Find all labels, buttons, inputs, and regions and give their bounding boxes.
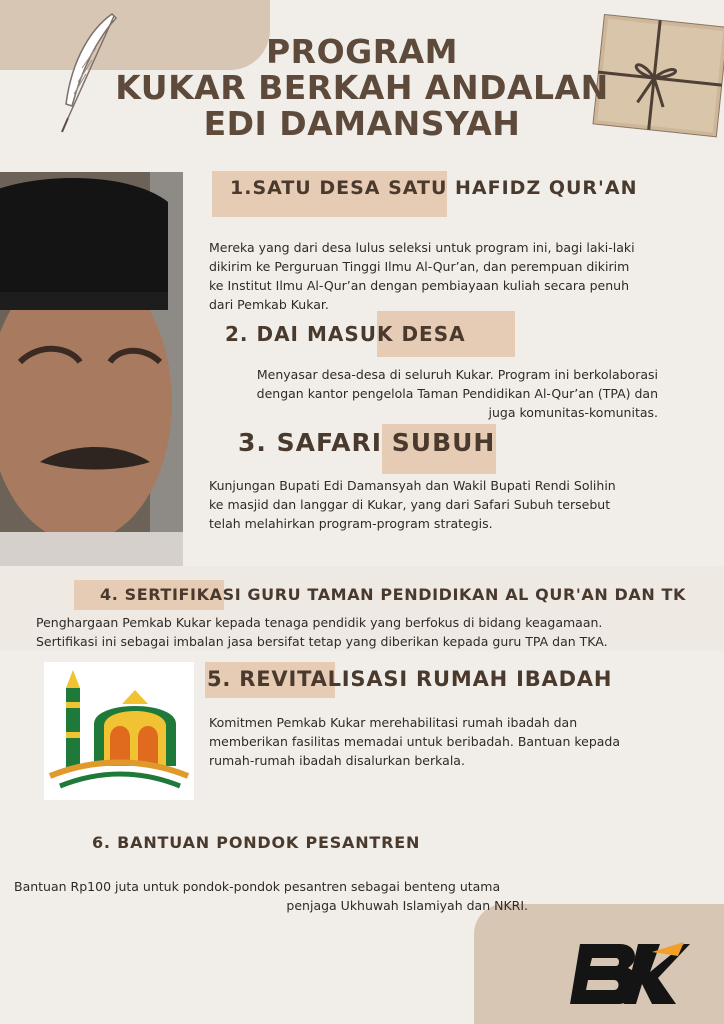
program-1-line: ke Institut Ilmu Al-Qur’an dengan pembiayaan kuliah secara penuh xyxy=(209,278,630,293)
program-3-description xyxy=(209,476,616,533)
program-3-line: ke masjid dan langgar di Kukar, yang dari Safari Subuh tersebut xyxy=(209,497,611,512)
program-5-description xyxy=(209,713,620,770)
program-3-line: telah melahirkan program-program strategis. xyxy=(209,516,493,531)
program-1-heading: 1.SATU DESA SATU HAFIDZ QUR'AN xyxy=(230,177,638,199)
mosque-icon xyxy=(44,662,194,800)
program-2-line: Menyasar desa-desa di seluruh Kukar. Program ini berkolaborasi xyxy=(256,367,658,382)
page-title xyxy=(0,34,724,142)
program-1-line: dikirim ke Perguruan Tinggi Ilmu Al-Qur’an, dan perempuan dikirim xyxy=(209,259,630,274)
program-4-line: Sertifikasi ini sebagai imbalan jasa bersifat tetap yang diberikan kepada guru TPA dan TKA. xyxy=(36,634,608,649)
portrait-photo xyxy=(0,172,183,566)
program-1-description xyxy=(209,238,635,314)
title-line-3: EDI DAMANSYAH xyxy=(203,104,521,143)
program-6-description xyxy=(14,877,528,915)
program-5-heading: 5. REVITALISASI RUMAH IBADAH xyxy=(207,667,613,691)
program-3-heading: 3. SAFARI SUBUH xyxy=(238,428,496,457)
bk-logo xyxy=(566,938,690,1012)
program-4-description xyxy=(36,613,608,651)
title-line-2: KUKAR BERKAH ANDALAN xyxy=(115,68,609,107)
program-1-line: Mereka yang dari desa lulus seleksi untuk program ini, bagi laki-laki xyxy=(209,240,635,255)
program-5-line: memberikan fasilitas memadai untuk beribadah. Bantuan kepada xyxy=(209,734,621,749)
program-1-line: dari Pemkab Kukar. xyxy=(209,297,329,312)
program-2-heading: 2. DAI MASUK DESA xyxy=(225,322,466,346)
program-2-line: juga komunitas-komunitas. xyxy=(488,405,658,420)
program-6-line: penjaga Ukhuwah Islamiyah dan NKRI. xyxy=(286,898,528,913)
program-3-line: Kunjungan Bupati Edi Damansyah dan Wakil Bupati Rendi Solihin xyxy=(209,478,616,493)
program-4-line: Penghargaan Pemkab Kukar kepada tenaga pendidik yang berfokus di bidang keagamaan. xyxy=(36,615,603,630)
program-6-line: Bantuan Rp100 juta untuk pondok-pondok pesantren sebagai benteng utama xyxy=(14,879,501,894)
program-6-heading: 6. BANTUAN PONDOK PESANTREN xyxy=(92,833,421,852)
program-2-line: dengan kantor pengelola Taman Pendidikan Al-Qur’an (TPA) dan xyxy=(256,386,658,401)
program-2-description xyxy=(257,365,658,422)
program-5-line: Komitmen Pemkab Kukar merehabilitasi rumah ibadah dan xyxy=(209,715,578,730)
program-5-line: rumah-rumah ibadah disalurkan berkala. xyxy=(209,753,465,768)
title-line-1: PROGRAM xyxy=(265,32,459,71)
program-4-heading: 4. SERTIFIKASI GURU TAMAN PENDIDIKAN AL QUR'AN DAN TK xyxy=(100,585,687,604)
